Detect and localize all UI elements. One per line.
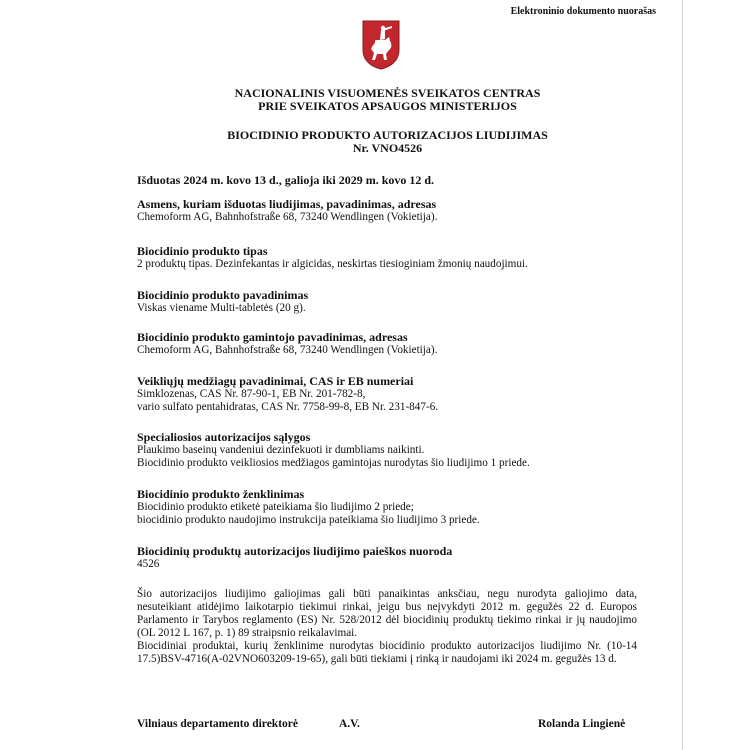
section-title: Biocidinio produkto pavadinimas (137, 288, 309, 302)
document-copy-label: Elektroninio dokumento nuorašas (510, 6, 656, 17)
section-title: Asmens, kuriam išduotas liudijimas, pavadinimas, adresas (137, 197, 437, 211)
section-line: Chemoform AG, Bahnhofstraße 68, 73240 Wendlingen (Vokietija). (137, 344, 438, 356)
section-line: Biocidinio produkto veikliosios medžiagos gamintojas nurodytas šio liudijimo 1 priede. (137, 457, 530, 469)
section-line: biocidinio produkto naudojimo instrukcija pateikiama šio liudijimo 3 priede. (137, 514, 480, 526)
section-title: Veikliųjų medžiagų pavadinimai, CAS ir EB numeriai (137, 374, 414, 388)
signatory-position: Vilniaus departamento direktorė (137, 718, 298, 730)
issue-validity-line: Išduotas 2024 m. kovo 13 d., galioja iki 2029 m. kovo 12 d. (137, 173, 435, 187)
section-active-substances (137, 375, 637, 414)
signatory-name: Rolanda Lingienė (538, 718, 626, 730)
section-line: 2 produktų tipas. Dezinfekantas ir algicidas, neskirtas tiesioginiam žmonių naudojimui. (137, 258, 528, 270)
section-line: Plaukimo baseinų vandeniui dezinfekuoti ir dumbliams naikinti. (137, 444, 425, 456)
section-title: Biocidinio produkto ženklinimas (137, 487, 305, 501)
section-line: 4526 (137, 558, 160, 570)
section-special-conditions (137, 431, 637, 470)
page-edge (682, 0, 683, 750)
section-manufacturer (137, 331, 637, 357)
institution-line-1: NACIONALINIS VISUOMENĖS SVEIKATOS CENTRAS (234, 86, 541, 100)
document-number: Nr. VNO4526 (352, 141, 423, 155)
section-product-name (137, 289, 637, 315)
document-title (140, 129, 635, 155)
section-search-reference (137, 545, 637, 571)
section-title: Specialiosios autorizacijos sąlygos (137, 430, 311, 444)
section-line: Chemoform AG, Bahnhofstraße 68, 73240 Wendlingen (Vokietija). (137, 211, 438, 223)
section-product-type (137, 245, 637, 271)
transition-paragraph: Biocidiniai produktai, kurių ženklinime nurodytas biocidinio produkto autorizacijos liudijimo Nr. (10-14 17.5)BSV-4716(A-02VNO603209-19-65), gali būti tiekiami į rinką ir naudojami iki 2024 m. gegužės 13 d. (137, 640, 637, 665)
institution-heading (140, 87, 635, 113)
section-title: Biocidinių produktų autorizacijos liudijimo paieškos nuoroda (137, 544, 453, 558)
validity-paragraph: Šio autorizacijos liudijimo galiojimas gali būti panaikintas anksčiau, negu nurodyta galiojimo data, nesuteikiant atidėjimo laikotarpio tiekimui rinkai, jeigu bus neįvykdyti 2012 m. gegužės 22 d. Europos Parlamento ir Tarybos reglamento (ES) Nr. 528/2012 dėl biocidinių produktų tiekimo rinkai ir jų naudojimo (OL 2012 L 167, p. 1) 89 straipsnio reikalavimai. (137, 588, 637, 639)
section-line: vario sulfato pentahidratas, CAS Nr. 7758-99-8, EB Nr. 231-847-6. (137, 401, 439, 413)
section-line: Simklozenas, CAS Nr. 87-90-1, EB Nr. 201-782-8, (137, 388, 366, 400)
document-title-text: BIOCIDINIO PRODUKTO AUTORIZACIJOS LIUDIJIMAS (227, 128, 548, 142)
stamp-mark: A.V. (339, 718, 360, 730)
coat-of-arms-icon (362, 20, 400, 70)
section-line: Viskas viename Multi-tabletės (20 g). (137, 302, 306, 314)
section-line: Biocidinio produkto etiketė pateikiama šio liudijimo 2 priede; (137, 501, 414, 513)
institution-line-2: PRIE SVEIKATOS APSAUGOS MINISTERIJOS (258, 99, 517, 113)
section-title: Biocidinio produkto tipas (137, 244, 268, 258)
section-labelling (137, 488, 637, 527)
section-holder (137, 198, 637, 224)
section-title: Biocidinio produkto gamintojo pavadinimas, adresas (137, 330, 408, 344)
